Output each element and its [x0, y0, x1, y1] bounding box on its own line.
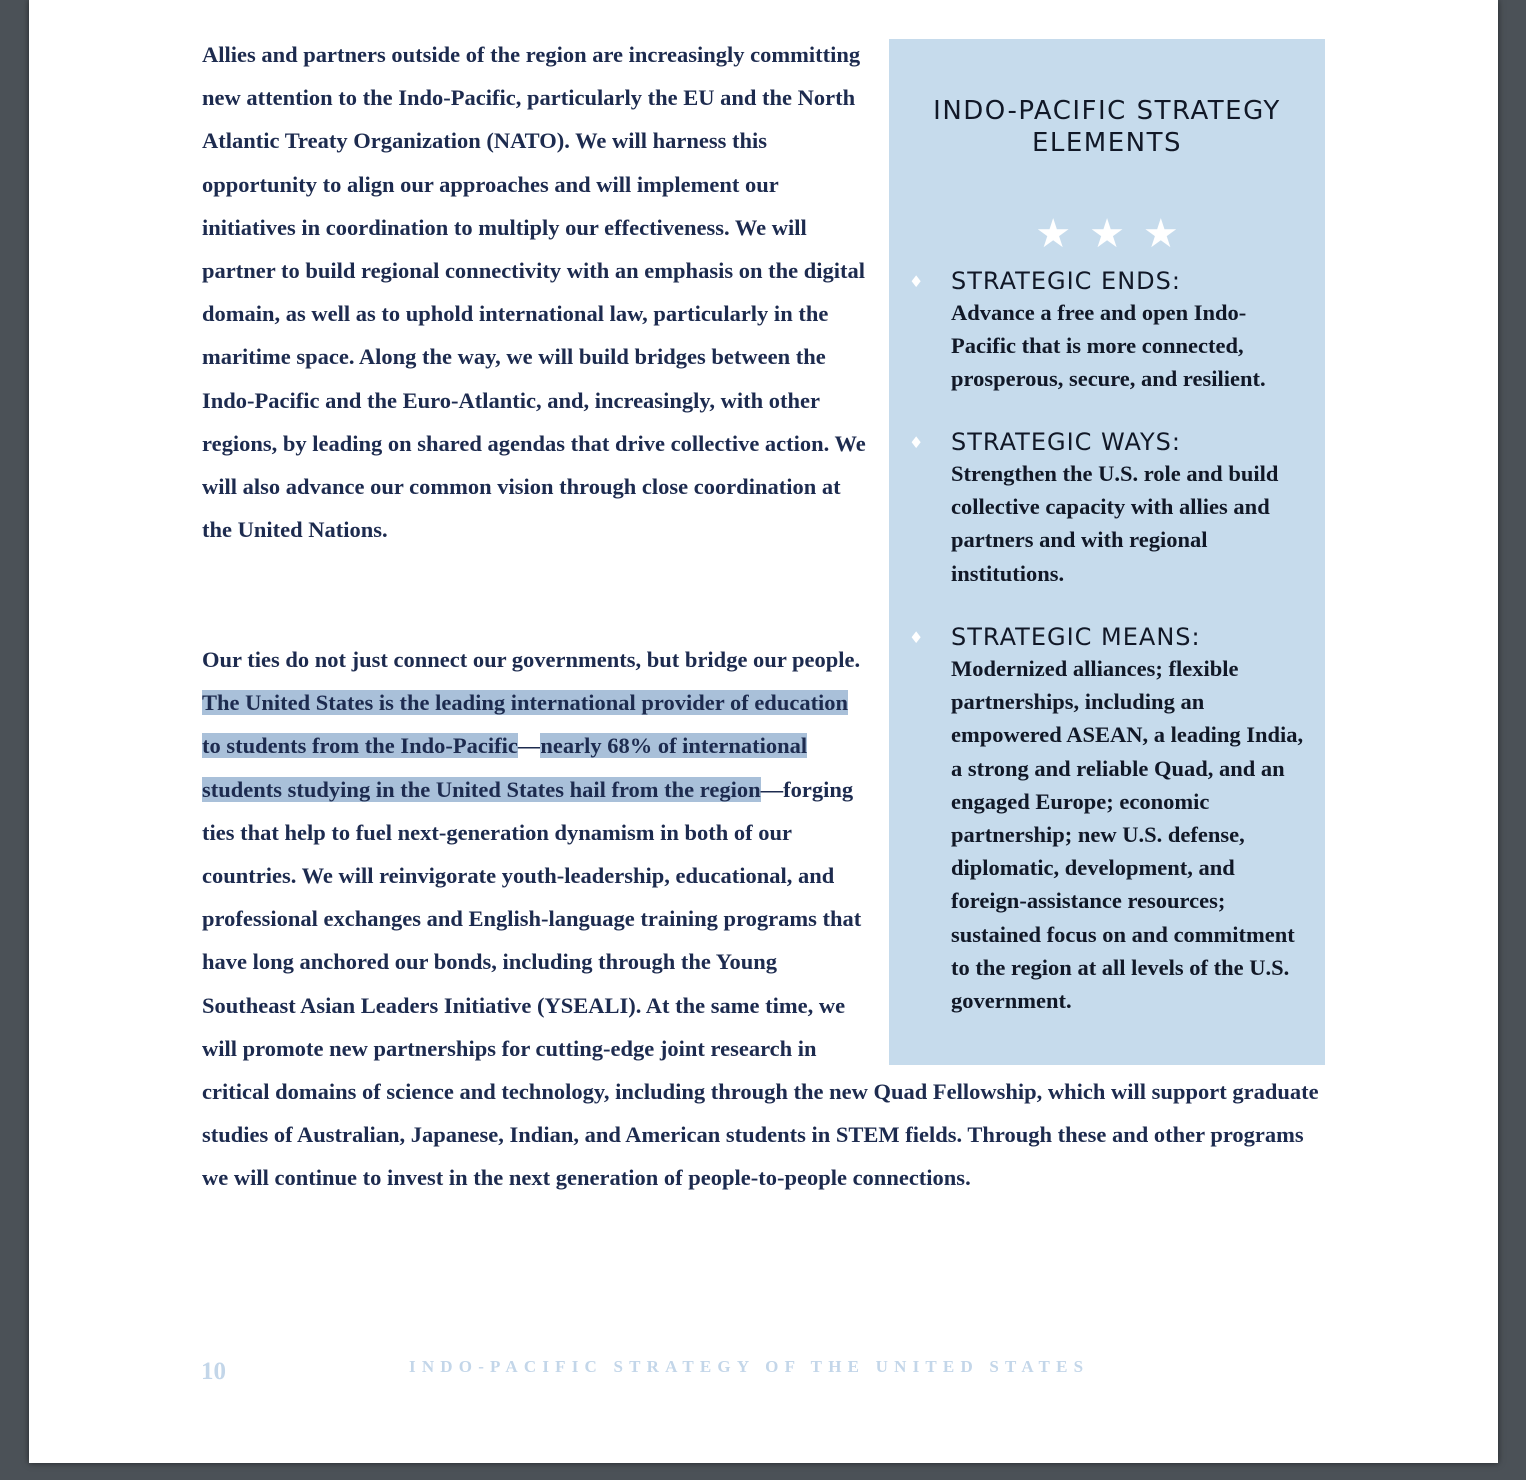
page-number: 10 — [201, 1358, 226, 1385]
diamond-bullet-icon: ♦ — [909, 272, 924, 291]
paragraph-text: —forging ties that help to fuel next-generation dynamism in both of our countries. We will reinvigorate youth-leadership, educational, and professional exchanges and English-language training programs that have long anchored our bonds, including through the Young Southeast Asian Leaders Initiative (YSEALI). At the same time, we will promote new partnerships for cutting-edge joint research in critical domains of science and technology, including through the new Quad Fellowship, which will support graduate studies of Australian, Japanese, Indian, and American students in STEM fields. Through these and other programs we will continue to invest in the next generation of people-to-people connections. — [202, 776, 1319, 1191]
em-dash: — — [517, 733, 541, 759]
sidebar-item-body: Strengthen the U.S. role and build collective capacity with allies and partners and with regional institutions. — [951, 461, 1279, 586]
sidebar-title-line: ELEMENTS — [1031, 128, 1183, 158]
sidebar-item-body: Advance a free and open Indo-Pacific that is more connected, prosperous, secure, and resilient. — [951, 300, 1266, 392]
sidebar-item-ends — [909, 266, 1311, 396]
running-footer-title: INDO-PACIFIC STRATEGY OF THE UNITED STATES — [409, 1357, 1090, 1376]
sidebar-item-means — [909, 622, 1311, 1017]
sidebar-item-ways — [909, 427, 1311, 590]
sidebar-item-heading: STRATEGIC WAYS: — [951, 428, 1181, 456]
selected-text-highlight[interactable]: nearly 68% of international students studying in the United States hail from the region — [202, 733, 808, 802]
strategy-elements-sidebar — [889, 39, 1325, 1065]
sidebar-item-heading: STRATEGIC ENDS: — [951, 267, 1181, 295]
selected-text-highlight[interactable]: The United States is the leading international provider of education to students from the Indo-Pacific — [202, 690, 849, 759]
sidebar-title-line: INDO-PACIFIC STRATEGY — [933, 96, 1281, 126]
diamond-bullet-icon: ♦ — [909, 433, 924, 452]
sidebar-item-body: Modernized alliances; flexible partnerships, including an empowered ASEAN, a leading India, a strong and reliable Quad, and an engaged Europe; economic partnership; new U.S. defense, diplomatic, development, and foreign-assistance resources; sustained focus on and commitment to the region at all levels of the U.S. government. — [951, 656, 1304, 1014]
paragraph-allies-partners: Allies and partners outside of the region are increasingly committing new attention to the Indo-Pacific, particularly the EU and the North Atlantic Treaty Organization (NATO). We will harness this opportunity to align our approaches and will implement our initiatives in coordination to multiply our effectiveness. We will partner to build regional connectivity with an emphasis on the digital domain, as well as to uphold international law, particularly in the maritime space. Along the way, we will build bridges between the Indo-Pacific and the Euro-Atlantic, and, increasingly, with other regions, by leading on shared agendas that drive collective action. We will also advance our common vision through close coordination at the United Nations. — [202, 42, 866, 543]
sidebar-title — [889, 95, 1325, 159]
sidebar-item-heading: STRATEGIC MEANS: — [951, 623, 1201, 651]
paragraph-text: Our ties do not just connect our governments, but bridge our people. — [202, 647, 861, 672]
document-page — [29, 0, 1498, 1463]
diamond-bullet-icon: ♦ — [909, 628, 924, 647]
star-icons: ★★★ — [1035, 211, 1197, 257]
